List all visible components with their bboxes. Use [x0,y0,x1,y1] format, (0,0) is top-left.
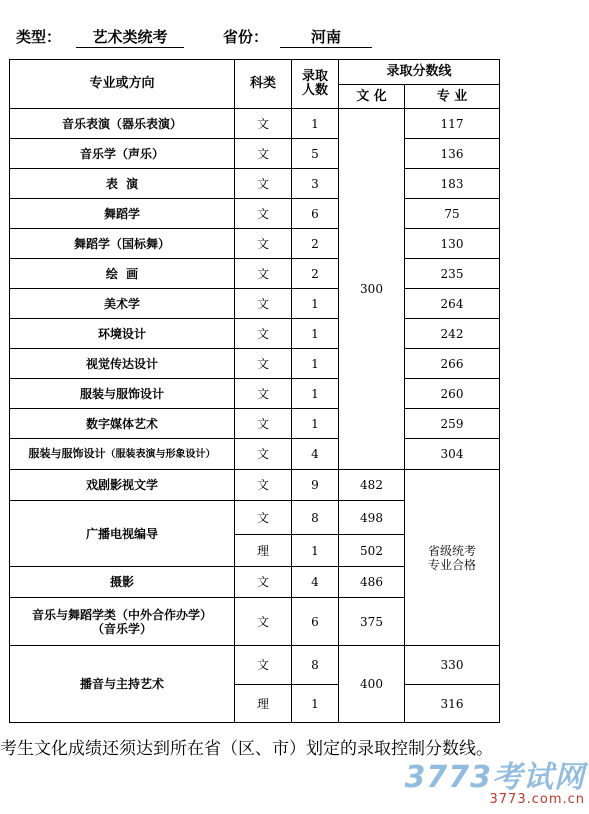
header-category: 科类 [235,60,292,109]
table-row-specialty: 136 [405,139,500,169]
table-row-major [10,439,235,470]
table-row-specialty: 304 [405,439,500,470]
province-value: 河南 [280,26,372,48]
group3-specialty-line2: 专业合格 [427,557,476,572]
table-row-major: 音乐学（声乐） [10,139,235,169]
table-row-category: 文 [235,109,292,139]
table-row-major: 美术学 [10,289,235,319]
watermark-logo: 3773考试网 [404,760,585,795]
table-row-specialty: 130 [405,229,500,259]
table-row-count: 8 [292,501,339,535]
table-row-specialty: 242 [405,319,500,349]
table-row-major: 数字媒体艺术 [10,409,235,439]
table-row-category: 文 [235,470,292,501]
table-row-category: 文 [235,229,292,259]
table-row-category: 文 [235,139,292,169]
major-line1: 音乐与舞蹈学类（中外合作办学） [31,607,212,622]
table-row-count: 3 [292,169,339,199]
table-row-specialty: 117 [405,109,500,139]
table-row-count: 1 [292,109,339,139]
table-row-major: 舞蹈学（国标舞） [10,229,235,259]
table-row-category: 文 [235,598,292,646]
table-row-category: 文 [235,319,292,349]
table-row-specialty: 260 [405,379,500,409]
table-row-major: 绘 画 [10,259,235,289]
table-row-category: 文 [235,289,292,319]
table-row-major [10,598,235,646]
table-row-major: 表 演 [10,169,235,199]
table-row-specialty: 266 [405,349,500,379]
header-major: 专业或方向 [10,60,235,109]
table-row-category: 文 [235,501,292,535]
watermark [405,752,586,807]
table-row-count: 1 [292,685,339,723]
table-row-count: 6 [292,598,339,646]
table-row-category: 文 [235,349,292,379]
table-row-major: 环境设计 [10,319,235,349]
table-row-count: 9 [292,470,339,501]
header-count-line2: 人数 [301,83,328,98]
header-specialty: 专 业 [405,85,500,109]
table-row-count: 4 [292,439,339,470]
table-row-category: 文 [235,646,292,685]
admission-score-table [9,59,500,723]
table-row-major: 服装与服饰设计 [10,379,235,409]
table-row-culture: 482 [339,470,405,501]
table-row-category: 文 [235,567,292,598]
table-row-major: 视觉传达设计 [10,349,235,379]
table-row-specialty: 183 [405,169,500,199]
footnote: 考生文化成绩还须达到所在省（区、市）划定的录取控制分数线。 [0,739,493,759]
table-row-category: 文 [235,439,292,470]
table-row-category: 文 [235,259,292,289]
group1-culture-score: 300 [339,109,405,470]
table-row-major: 摄影 [10,567,235,598]
table-row-count: 1 [292,319,339,349]
major-main: 服装与服饰设计 [28,446,106,460]
table-row-culture: 486 [339,567,405,598]
table-row-specialty: 75 [405,199,500,229]
group3-specialty [405,470,500,646]
header-count [292,60,339,109]
table-row-major: 音乐表演（器乐表演） [10,109,235,139]
table-row-major: 播音与主持艺术 [10,646,235,723]
group3-specialty-line1: 省级统考 [427,543,476,558]
table-row-specialty: 330 [405,646,500,685]
table-row-specialty: 316 [405,685,500,723]
table-row-count: 5 [292,139,339,169]
header-count-line1: 录取 [301,69,328,84]
table-row-count: 1 [292,535,339,567]
table-row-major: 舞蹈学 [10,199,235,229]
table-row-specialty: 259 [405,409,500,439]
table-row-category: 文 [235,409,292,439]
table-row-count: 1 [292,409,339,439]
major-line2: （音乐学） [91,621,152,636]
table-row-count: 1 [292,289,339,319]
table-row-culture: 498 [339,501,405,535]
major-sub: （服装表演与形象设计） [105,448,216,460]
table-row-count: 4 [292,567,339,598]
table-row-count: 1 [292,379,339,409]
table-row-category: 理 [235,685,292,723]
table-row-category: 文 [235,379,292,409]
type-value: 艺术类统考 [76,26,184,48]
table-row-culture: 502 [339,535,405,567]
type-label: 类型： [16,28,62,46]
table-row-specialty: 235 [405,259,500,289]
table-row-category: 文 [235,169,292,199]
table-row-category: 理 [235,535,292,567]
table-row-category: 文 [235,199,292,229]
table-row-specialty: 264 [405,289,500,319]
table-row-count: 2 [292,229,339,259]
province-label: 省份： [223,28,269,46]
table-row-major: 戏剧影视文学 [10,470,235,501]
table-row-count: 2 [292,259,339,289]
watermark-url: 3773.com.cn [489,792,585,807]
table-row-culture: 375 [339,598,405,646]
header-culture: 文 化 [339,85,405,109]
header-score-group: 录取分数线 [339,60,500,85]
table-row-major: 广播电视编导 [10,501,235,567]
group4-culture-score: 400 [339,646,405,723]
table-row-count: 6 [292,199,339,229]
table-row-count: 8 [292,646,339,685]
table-row-count: 1 [292,349,339,379]
